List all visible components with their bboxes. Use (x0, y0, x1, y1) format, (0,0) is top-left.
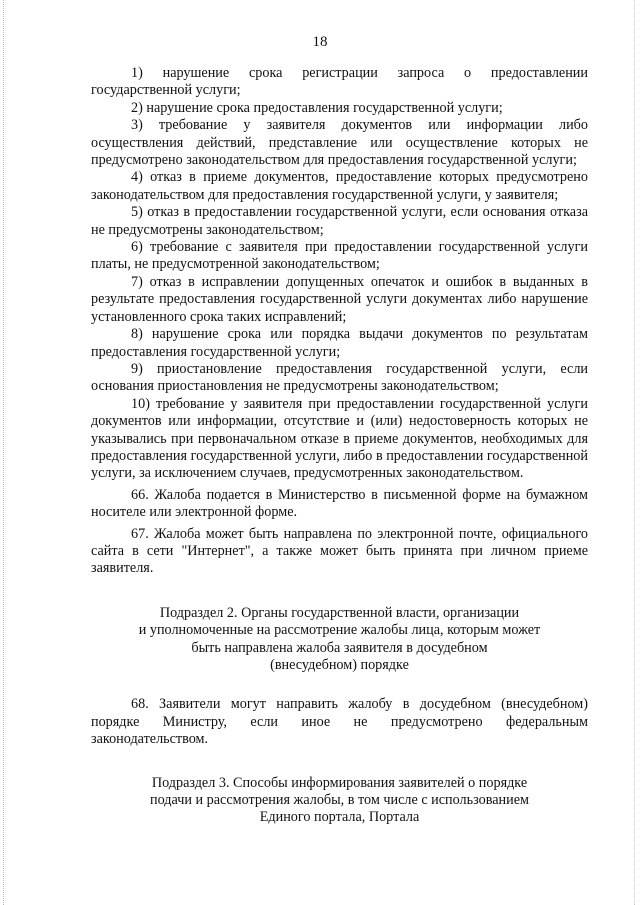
list-item-4: 4) отказ в приеме документов, предоставление которых предусмотрено законодательством для предоставления государственной услуги, у заявителя; (91, 169, 588, 203)
subsection-2-line-4: (внесудебном) порядке (270, 657, 409, 673)
scan-edge-left (3, 0, 5, 905)
document-body (91, 65, 588, 827)
list-item-7: 7) отказ в исправлении допущенных опечаток и ошибок в выданных в результате предоставления государственной услуги документах либо нарушение установленного срока таких исправлений; (91, 273, 588, 325)
subsection-2-line-3: быть направлена жалоба заявителя в досудебном (191, 639, 488, 656)
list-item-3: 3) требование у заявителя документов или информации либо осуществления действий, представление или осуществление которых не предусмотрено законодательством для предоставления государственной услуги; (91, 117, 588, 169)
subsection-3-heading (91, 775, 588, 827)
list-item-8: 8) нарушение срока или порядка выдачи документов по результатам предоставления государственной услуги; (91, 326, 588, 360)
subsection-3-line-1: Подраздел 3. Способы информирования заявителей о порядке (151, 774, 528, 791)
list-item-10: 10) требование у заявителя при предоставлении государственной услуги документов или информации, отсутствие и (или) недостоверность которых не указывались при первоначальном отказе в приеме документов, необходимых для предоставления государственной услуги, либо в предоставлении государственной услуги, за исключением случаев, предусмотренных законодательством. (91, 395, 588, 482)
list-item-1: 1) нарушение срока регистрации запроса о предоставлении государственной услуги; (91, 65, 588, 99)
subsection-3-line-3: Единого портала, Портала (259, 809, 420, 826)
list-item-6: 6) требование с заявителя при предоставлении государственной услуги платы, не предусмотренной законодательством; (91, 239, 588, 273)
subsection-2-line-1: Подраздел 2. Органы государственной власти, организации (159, 604, 520, 621)
page-number: 18 (312, 34, 328, 50)
subsection-3-line-2: подачи и рассмотрения жалобы, в том числе с использованием (150, 792, 529, 809)
subsection-2-line-2: и уполномоченные на рассмотрение жалобы лица, которым может (138, 622, 541, 639)
paragraph-66: 66. Жалоба подается в Министерство в письменной форме на бумажном носителе или электронной форме. (91, 486, 588, 521)
paragraph-68: 68. Заявители могут направить жалобу в досудебном (внесудебном) порядке Министру, если иное не предусмотрено федеральным законодательством. (91, 696, 588, 748)
list-item-5: 5) отказ в предоставлении государственной услуги, если основания отказа не предусмотрены законодательством; (91, 204, 588, 238)
list-item-2: 2) нарушение срока предоставления государственной услуги; (131, 99, 503, 116)
scan-edge-right (634, 0, 636, 905)
list-item-9: 9) приостановление предоставления государственной услуги, если основания приостановления не предусмотрены законодательством; (91, 360, 588, 395)
subsection-2-heading (91, 605, 588, 675)
paragraph-67: 67. Жалоба может быть направлена по электронной почте, официального сайта в сети "Интернет", а также может быть принята при личном приеме заявителя. (91, 525, 588, 577)
